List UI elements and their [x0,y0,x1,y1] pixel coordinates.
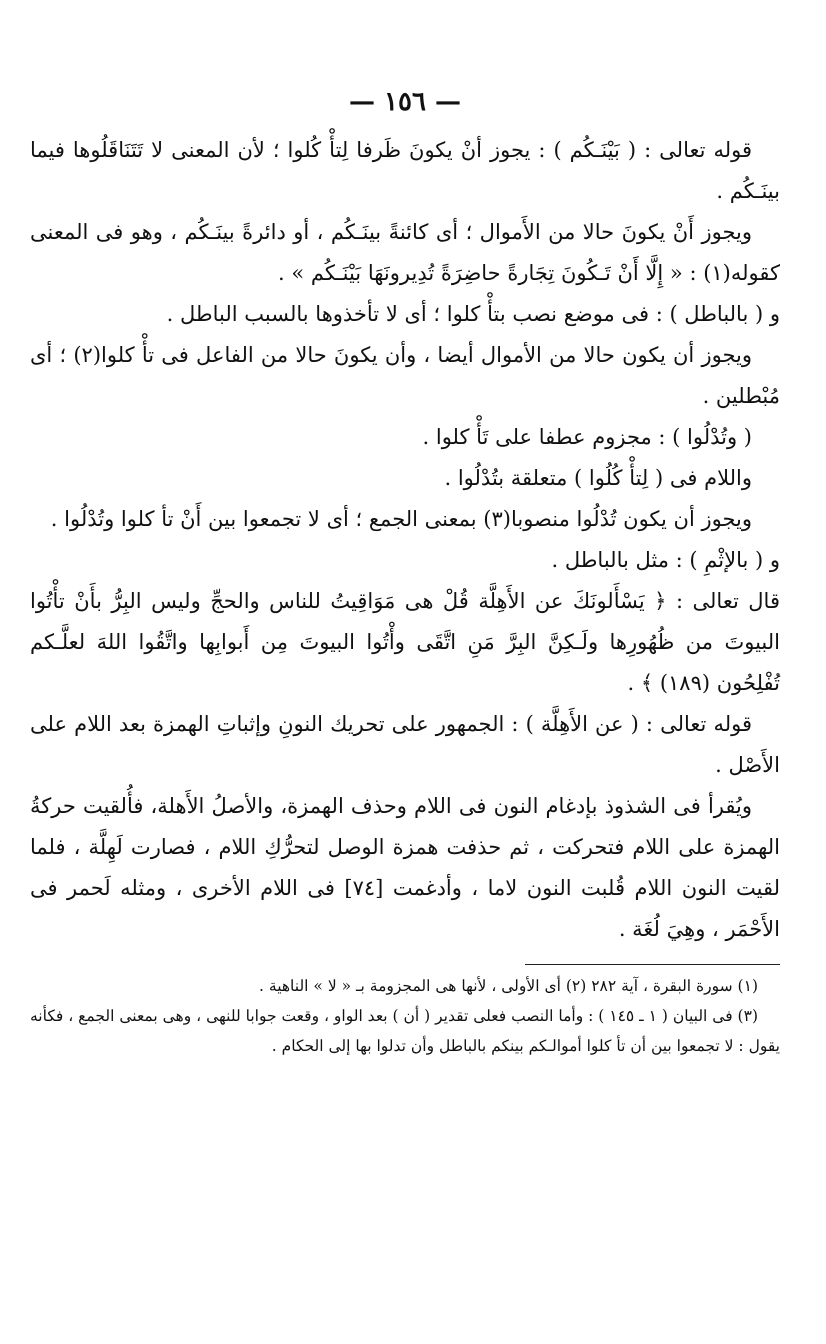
footnote-divider [525,964,780,965]
paragraph-tudlu: ( وتُدْلُوا ) : مجزوم عطفا على تَأْ كلوا . [422,425,752,449]
paragraph-hal-fail: ويجوز أن يكون حالا من الأموال أيضا ، وأن يكونَ حالا من الفاعل فى تأْ كلوا(٢) ؛ أى مُبْطلين . [30,343,780,408]
page-number: — ١٥٦ — [348,87,462,117]
footnote-1-2: (١) سورة البقرة ، آية ٢٨٢ (٢) أى الأولى ، لأنها هى المجزومة بـ « لا » الناهية . [259,977,758,995]
paragraph-bainakum: قوله تعالى : ( بَيْنَـكُم ) : يجوز أنْ يكونَ ظَرفا لِتأْ كُلوا ؛ لأن المعنى لا تَتَنَاقَلُوها فيما بينَـكُم . [30,138,780,203]
paragraph-bil-batil: و ( بالباطل ) : فى موضع نصب بتأْ كلوا ؛ أى لا تأخذوها بالسبب الباطل . [166,302,780,326]
paragraph-hal-amwal: ويجوز أَنْ يكونَ حالا من الأَموال ؛ أى كائنةً بينَـكُم ، أو دائرةً بينَـكُم ، وهو فى المعنى كقوله(١) : « إِلَّا أَنْ تَـكُونَ تِجَارةً حاضِرَةً تُدِيرونَهَا بَيْنَـكُم » . [30,220,780,285]
main-text [30,130,780,950]
paragraph-lam: واللام فى ( لِتأْ كُلُوا ) متعلقة بتُدْلُوا . [444,466,752,490]
paragraph-shudhudh: ويُقرأ فى الشذوذ بإدغام النون فى اللام وحذف الهمزة، والأصلُ الأَهلة، فأُلقيت حركةُ الهمزة على اللام فتحركت ، ثم حذفت همزة الوصل لتحرُّكِ اللام ، فصارت لَهِلَّة ، فلما لقيت النون اللام قُلبت النون لاما ، وأدغمت [٧٤] فى اللام الأخرى ، ومثله لَحمر فى الأَحْمَر ، وهِيَ لُغَة . [30,794,780,941]
paragraph-quranic-verse: قال تعالى : ﴿ يَسْأَلونَكَ عن الأَهِلَّة قُلْ هى مَوَاقِيتُ للناس والحجِّ وليس البِرُّ بأَنْ تأْتُوا البيوتَ من ظُهُورِها ولَـكِنَّ البِرَّ مَنِ اتَّقَى وأْتُوا البيوتَ مِن أَبوابِها واتَّقُوا اللهَ لعلَّـكم تُفْلِحُون (١٨٩) ﴾ . [30,589,780,695]
paragraph-bil-ithm: و ( بالإثْمِ ) : مثل بالباطل . [551,548,780,572]
paragraph-al-ahilla: قوله تعالى : ( عن الأَهِلَّة ) : الجمهور على تحريك النونِ وإثباتِ الهمزة بعد اللام على الأَصْل . [30,712,780,777]
footnote-3: (٣) فى البيان ( ١ ـ ١٤٥ ) : وأما النصب فعلى تقدير ( أن ) بعد الواو ، وقعت جوابا للنهى ، وهى بمعنى الجمع ، فكأنه يقول : لا تجمعوا بين أن تأ كلوا أموالـكم بينكم بالباطل وأن تدلوا بها إلى الحكام . [30,1007,780,1055]
footnotes [30,971,780,1061]
paragraph-mansub: ويجوز أن يكون تُدْلُوا منصوبا(٣) بمعنى الجمع ؛ أى لا تجمعوا بين أَنْ تأ كلوا وتُدْلُوا . [50,507,752,531]
